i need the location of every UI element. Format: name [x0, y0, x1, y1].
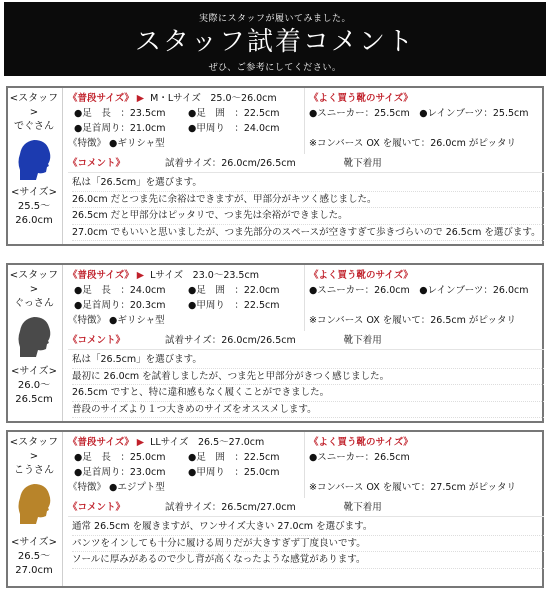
socks-note: 靴下着用	[343, 335, 382, 346]
staff-label: <スタッフ>	[9, 270, 59, 295]
comment-heading: 《コメント》	[68, 158, 126, 169]
fit-label: 試着サイズ：	[165, 158, 222, 169]
fit-size: 26.0cm/26.5cm	[221, 335, 296, 346]
size-block	[8, 536, 60, 578]
usual-size-value: LLサイズ 26.5～27.0cm	[150, 437, 265, 448]
arrow-icon: ▶	[136, 437, 145, 448]
instep-girth: ●甲周り ：25.0cm	[188, 467, 280, 478]
size-min: 25.5～	[17, 201, 51, 212]
head-shape	[19, 317, 51, 357]
usual-size-value: M・Lサイズ 25.0～26.0cm	[150, 93, 277, 104]
usual-size-heading: 《普段サイズ》	[68, 93, 134, 104]
comment-line: ソールに厚みがあるので少し背が高くなったような感覚があります。	[72, 552, 544, 569]
often-size-heading: 《よく買う靴のサイズ》	[309, 93, 413, 104]
divider	[62, 88, 63, 244]
size-max: 27.0cm	[15, 565, 53, 576]
staff-silhouette-icon	[14, 480, 54, 524]
comment-line: パンツをインしても十分に履ける周りだが大きすぎず丁度良いです。	[72, 536, 544, 553]
arrow-icon: ▶	[136, 93, 145, 104]
ankle-girth: ●足首周り：21.0cm	[74, 123, 166, 134]
usual-size-value: Lサイズ 23.0～23.5cm	[150, 270, 259, 281]
usual-size-section	[64, 432, 302, 495]
often-size-heading: 《よく買う靴のサイズ》	[309, 437, 413, 448]
comment-line: 26.0cm だとつま先に余裕はできますが、甲部分がキツく感じました。	[72, 192, 544, 209]
often-size-shoes: ●スニーカー：26.0cm ●レインブーツ：26.0cm	[309, 285, 529, 296]
often-size-section	[304, 88, 542, 154]
usual-size-section	[64, 265, 302, 328]
comment-section	[64, 500, 544, 569]
staff-label: <スタッフ>	[9, 437, 59, 462]
foot-girth: ●足 囲 ：22.5cm	[188, 452, 280, 463]
foot-length: ●足 長 ：23.5cm	[74, 108, 166, 119]
feature-value: ●ギリシャ型	[109, 315, 165, 326]
comment-line: 26.5cm だと甲部分はピッタリで、つま先は余裕ができました。	[72, 208, 544, 225]
usual-size-heading: 《普段サイズ》	[68, 270, 134, 281]
often-size-heading: 《よく買う靴のサイズ》	[309, 270, 413, 281]
comment-line: 通常 26.5cm を履きますが、ワンサイズ大きい 27.0cm を選びます。	[72, 519, 544, 536]
header-subtitle: ぜひ、ご参考にしてください。	[208, 63, 342, 73]
comment-section	[64, 156, 544, 241]
header-intro: 実際にスタッフが履いてみました。	[198, 14, 351, 24]
divider	[62, 432, 63, 586]
foot-girth: ●足 囲 ：22.5cm	[188, 108, 280, 119]
foot-length: ●足 長 ：24.0cm	[74, 285, 166, 296]
staff-profile	[8, 88, 60, 244]
foot-girth: ●足 囲 ：22.0cm	[188, 285, 280, 296]
staff-silhouette-icon	[14, 313, 54, 357]
staff-profile	[8, 432, 60, 586]
head-shape	[19, 140, 51, 180]
often-size-section	[304, 432, 542, 498]
size-label: <サイズ>	[11, 187, 57, 198]
page-header	[4, 2, 546, 76]
size-label: <サイズ>	[11, 366, 57, 377]
fit-size: 26.5cm/27.0cm	[221, 502, 296, 513]
comment-line: 26.5cm ですと、特に違和感もなく履くことができました。	[72, 385, 544, 402]
staff-name: でぐさん	[14, 121, 54, 132]
ankle-girth: ●足首周り：23.0cm	[74, 467, 166, 478]
head-shape	[19, 484, 51, 524]
comment-heading: 《コメント》	[68, 502, 126, 513]
comment-line: 最初に 26.0cm を試着しましたが、つま先と甲部分がきつく感じました。	[72, 369, 544, 386]
usual-size-section	[64, 88, 302, 151]
size-label: <サイズ>	[11, 537, 57, 548]
foot-length: ●足 長 ：25.0cm	[74, 452, 166, 463]
comment-heading: 《コメント》	[68, 335, 126, 346]
converse-note: ※コンバース OX を履いて：27.5cm がピッタリ	[309, 482, 517, 493]
divider	[62, 265, 63, 421]
staff-card	[6, 263, 544, 423]
comment-line: 27.0cm でもいいと思いましたが、つま先部分のスペースが空きすぎて歩きづらいので 26.5cm を選びます。	[72, 225, 544, 242]
comment-line: 普段のサイズより１つ大きめのサイズをオススメします。	[72, 402, 544, 419]
comment-line: 私は「26.5cm」を選びます。	[72, 175, 544, 192]
feature-label: 《特徴》	[68, 315, 107, 326]
size-min: 26.5～	[17, 551, 51, 562]
size-max: 26.5cm	[15, 394, 53, 405]
converse-note: ※コンバース OX を履いて：26.5cm がピッタリ	[309, 315, 517, 326]
size-block	[8, 365, 60, 407]
ankle-girth: ●足首周り：20.3cm	[74, 300, 166, 311]
staff-card	[6, 430, 544, 588]
often-size-shoes: ●スニーカー：25.5cm ●レインブーツ：25.5cm	[309, 108, 529, 119]
often-size-shoes: ●スニーカー：26.5cm	[309, 452, 410, 463]
size-block	[8, 186, 60, 228]
fit-label: 試着サイズ：	[165, 502, 222, 513]
feature-value: ●ギリシャ型	[109, 138, 165, 149]
instep-girth: ●甲周り ：24.0cm	[188, 123, 280, 134]
staff-name: こうさん	[14, 465, 54, 476]
staff-name: ぐっさん	[14, 298, 54, 309]
arrow-icon: ▶	[136, 270, 145, 281]
instep-girth: ●甲周り ：22.5cm	[188, 300, 280, 311]
often-size-section	[304, 265, 542, 331]
size-min: 26.0～	[17, 380, 51, 391]
size-max: 26.0cm	[15, 215, 53, 226]
fit-size: 26.0cm/26.5cm	[221, 158, 296, 169]
usual-size-heading: 《普段サイズ》	[68, 437, 134, 448]
staff-card	[6, 86, 544, 246]
feature-label: 《特徴》	[68, 482, 107, 493]
staff-label: <スタッフ>	[9, 93, 59, 118]
feature-label: 《特徴》	[68, 138, 107, 149]
staff-silhouette-icon	[14, 136, 54, 180]
socks-note: 靴下着用	[343, 158, 382, 169]
comment-line: 私は「26.5cm」を選びます。	[72, 352, 544, 369]
feature-value: ●エジプト型	[109, 482, 165, 493]
fit-label: 試着サイズ：	[165, 335, 222, 346]
socks-note: 靴下着用	[343, 502, 382, 513]
page-title: スタッフ試着コメント	[134, 27, 415, 57]
converse-note: ※コンバース OX を履いて：26.0cm がピッタリ	[309, 138, 517, 149]
comment-section	[64, 333, 544, 418]
staff-profile	[8, 265, 60, 421]
